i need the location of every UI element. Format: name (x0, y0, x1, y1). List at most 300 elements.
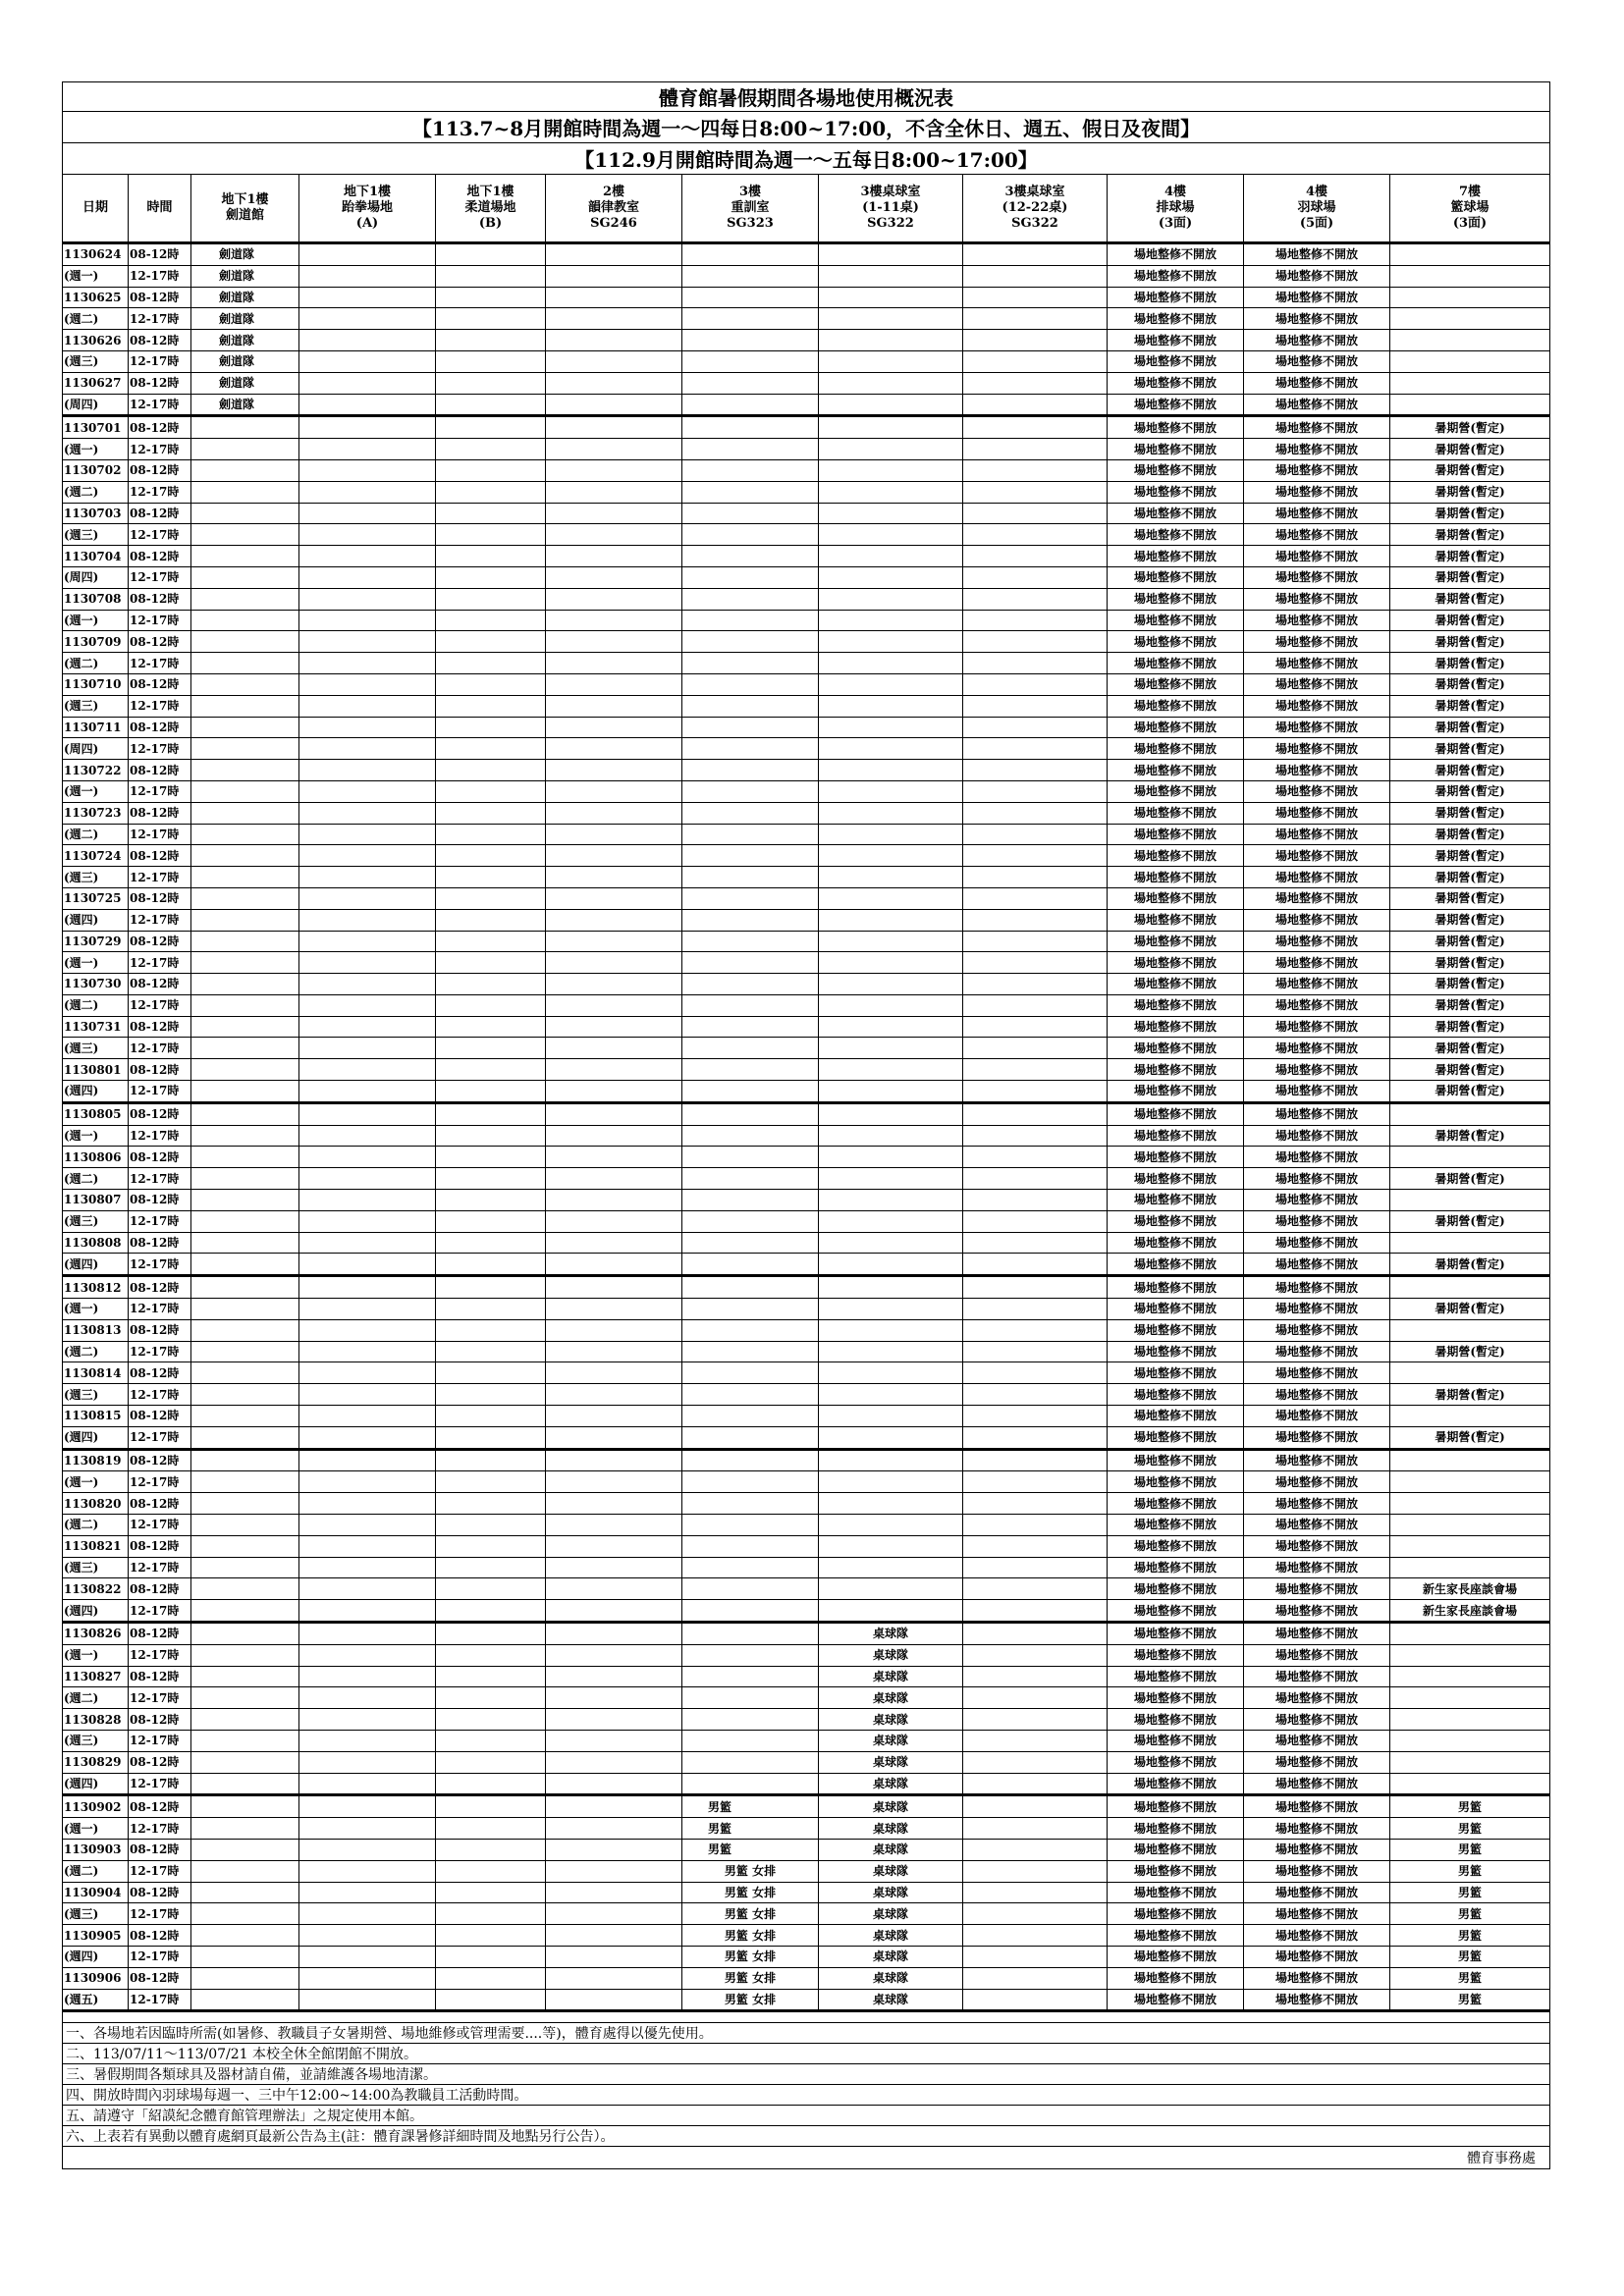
schedule-cell: (週三) (63, 1557, 129, 1578)
schedule-cell (191, 780, 299, 802)
schedule-cell (546, 1449, 682, 1471)
schedule-cell (299, 1426, 436, 1449)
schedule-cell (682, 1168, 819, 1190)
schedule-cell: 場地整修不開放 (1244, 1751, 1390, 1773)
schedule-cell: 場地整修不開放 (1108, 1406, 1244, 1427)
schedule-cell (191, 1081, 299, 1103)
schedule-cell: 12-17時 (129, 1125, 191, 1147)
schedule-cell: 暑期營(暫定) (1390, 1081, 1550, 1103)
schedule-cell: 場地整修不開放 (1244, 1276, 1390, 1299)
schedule-cell: 08-12時 (129, 1839, 191, 1860)
schedule-cell (819, 1471, 963, 1493)
table-row (63, 1666, 1550, 1687)
column-header-line: 7樓 (1459, 185, 1482, 199)
schedule-cell: 12-17時 (129, 265, 191, 287)
schedule-cell (299, 1038, 436, 1059)
schedule-cell: 暑期營(暫定) (1390, 695, 1550, 717)
schedule-cell: 場地整修不開放 (1108, 1232, 1244, 1254)
schedule-cell (191, 867, 299, 888)
schedule-cell (546, 824, 682, 845)
schedule-cell (299, 1903, 436, 1925)
schedule-cell (963, 1125, 1108, 1147)
schedule-cell: 場地整修不開放 (1244, 1190, 1390, 1211)
schedule-cell: 場地整修不開放 (1108, 1147, 1244, 1168)
schedule-cell (546, 1276, 682, 1299)
schedule-cell: 場地整修不開放 (1108, 1449, 1244, 1471)
schedule-cell (191, 738, 299, 760)
schedule-cell (819, 394, 963, 416)
schedule-cell (436, 1515, 546, 1536)
schedule-cell: 男籃 (1390, 1925, 1550, 1947)
schedule-cell (436, 1059, 546, 1081)
schedule-cell (436, 974, 546, 995)
schedule-cell: 男籃 (1390, 1967, 1550, 1989)
schedule-cell (546, 1515, 682, 1536)
schedule-cell (436, 1535, 546, 1557)
schedule-cell: (週二) (63, 824, 129, 845)
schedule-cell (546, 1557, 682, 1578)
schedule-cell: 1130812 (63, 1276, 129, 1299)
schedule-cell: 場地整修不開放 (1244, 459, 1390, 481)
schedule-cell (682, 1299, 819, 1320)
schedule-cell: 男籃 女排 (682, 1882, 819, 1903)
schedule-cell (682, 1471, 819, 1493)
schedule-cell (963, 653, 1108, 674)
schedule-cell: 1130722 (63, 760, 129, 781)
schedule-cell: 場地整修不開放 (1244, 1147, 1390, 1168)
schedule-cell: 場地整修不開放 (1244, 1449, 1390, 1471)
schedule-cell (546, 1232, 682, 1254)
column-header-line: SG322 (1011, 216, 1058, 231)
schedule-cell (191, 1493, 299, 1515)
table-row (63, 1600, 1550, 1623)
schedule-cell (299, 308, 436, 330)
schedule-cell (546, 887, 682, 909)
schedule-cell (682, 1147, 819, 1168)
schedule-cell (682, 524, 819, 546)
schedule-cell (819, 1384, 963, 1406)
schedule-cell: 08-12時 (129, 760, 191, 781)
schedule-cell: 場地整修不開放 (1244, 524, 1390, 546)
schedule-cell: 08-12時 (129, 887, 191, 909)
schedule-cell (546, 1038, 682, 1059)
schedule-cell (436, 909, 546, 931)
schedule-cell (682, 1730, 819, 1751)
table-row (63, 1860, 1550, 1882)
column-header-line: (12-22桌) (1001, 200, 1068, 215)
schedule-cell (682, 1362, 819, 1384)
schedule-cell (546, 1319, 682, 1341)
schedule-cell: 08-12時 (129, 1190, 191, 1211)
schedule-cell (436, 631, 546, 653)
schedule-cell: 場地整修不開放 (1108, 1903, 1244, 1925)
schedule-cell: 1130904 (63, 1882, 129, 1903)
schedule-cell: 場地整修不開放 (1244, 1016, 1390, 1038)
column-header (1108, 175, 1244, 243)
schedule-cell (436, 1818, 546, 1840)
schedule-cell (963, 1557, 1108, 1578)
table-row (63, 653, 1550, 674)
schedule-cell (819, 1168, 963, 1190)
column-header (682, 175, 819, 243)
schedule-cell (546, 1059, 682, 1081)
table-row (63, 1147, 1550, 1168)
schedule-cell (191, 1299, 299, 1320)
schedule-cell (436, 439, 546, 460)
schedule-cell (436, 1967, 546, 1989)
column-header-line: 時間 (146, 200, 173, 215)
schedule-cell (436, 780, 546, 802)
schedule-cell (299, 1319, 436, 1341)
schedule-cell: 12-17時 (129, 1644, 191, 1666)
table-row (63, 439, 1550, 460)
schedule-cell (963, 1147, 1108, 1168)
schedule-cell: 1130822 (63, 1578, 129, 1600)
column-header-line: 3樓 (738, 185, 762, 199)
schedule-cell: 08-12時 (129, 1666, 191, 1687)
schedule-cell (546, 1795, 682, 1818)
schedule-cell: 場地整修不開放 (1108, 1946, 1244, 1967)
schedule-cell (299, 1384, 436, 1406)
column-header (129, 175, 191, 243)
schedule-cell (963, 1709, 1108, 1731)
schedule-cell (682, 1406, 819, 1427)
schedule-cell: 場地整修不開放 (1108, 1081, 1244, 1103)
schedule-cell: 場地整修不開放 (1108, 481, 1244, 503)
schedule-cell: 場地整修不開放 (1108, 1059, 1244, 1081)
schedule-cell: 暑期營(暫定) (1390, 1384, 1550, 1406)
schedule-cell: 場地整修不開放 (1244, 1623, 1390, 1645)
table-row (63, 588, 1550, 610)
table-row (63, 1709, 1550, 1731)
schedule-cell (299, 1168, 436, 1190)
schedule-cell (191, 717, 299, 738)
schedule-cell (191, 1147, 299, 1168)
schedule-cell (682, 287, 819, 308)
schedule-cell (819, 824, 963, 845)
schedule-cell (191, 1730, 299, 1751)
schedule-cell (963, 631, 1108, 653)
schedule-cell: 場地整修不開放 (1244, 867, 1390, 888)
schedule-cell (682, 673, 819, 695)
schedule-cell (436, 1125, 546, 1147)
schedule-cell: 場地整修不開放 (1244, 1882, 1390, 1903)
schedule-cell: 場地整修不開放 (1108, 588, 1244, 610)
schedule-cell (191, 1795, 299, 1818)
schedule-cell (819, 1535, 963, 1557)
schedule-cell: 男籃 女排 (682, 1946, 819, 1967)
schedule-cell (963, 974, 1108, 995)
schedule-cell: 場地整修不開放 (1108, 1773, 1244, 1795)
schedule-cell (299, 481, 436, 503)
schedule-cell: 場地整修不開放 (1108, 1666, 1244, 1687)
schedule-cell (436, 1751, 546, 1773)
schedule-cell: (週三) (63, 1903, 129, 1925)
schedule-cell: (週二) (63, 1515, 129, 1536)
schedule-cell: 場地整修不開放 (1108, 439, 1244, 460)
schedule-cell (299, 1232, 436, 1254)
schedule-cell: 08-12時 (129, 802, 191, 824)
table-row (63, 1102, 1550, 1125)
schedule-cell: 1130730 (63, 974, 129, 995)
schedule-cell (1390, 1406, 1550, 1427)
schedule-cell (819, 1406, 963, 1427)
schedule-cell: 暑期營(暫定) (1390, 631, 1550, 653)
table-row (63, 372, 1550, 394)
column-header-line: (A) (355, 216, 379, 231)
schedule-cell: 場地整修不開放 (1108, 1426, 1244, 1449)
schedule-cell (819, 1426, 963, 1449)
schedule-cell (299, 1125, 436, 1147)
table-row (63, 631, 1550, 653)
schedule-cell (436, 738, 546, 760)
schedule-cell: 場地整修不開放 (1244, 265, 1390, 287)
schedule-cell (436, 588, 546, 610)
schedule-cell: 12-17時 (129, 909, 191, 931)
schedule-cell (436, 673, 546, 695)
schedule-cell (436, 760, 546, 781)
schedule-cell (191, 887, 299, 909)
schedule-cell (682, 1773, 819, 1795)
notes (63, 2011, 1550, 2147)
schedule-cell: 暑期營(暫定) (1390, 416, 1550, 439)
table-row (63, 994, 1550, 1016)
schedule-cell (299, 1860, 436, 1882)
schedule-cell (299, 1059, 436, 1081)
schedule-cell (436, 1860, 546, 1882)
table-row (63, 1795, 1550, 1818)
schedule-cell (682, 350, 819, 372)
schedule-cell: 1130805 (63, 1102, 129, 1125)
schedule-cell (191, 952, 299, 974)
schedule-cell: 暑期營(暫定) (1390, 1125, 1550, 1147)
schedule-cell (963, 1860, 1108, 1882)
schedule-cell (436, 1666, 546, 1687)
schedule-cell (436, 1426, 546, 1449)
schedule-cell: 場地整修不開放 (1108, 1687, 1244, 1709)
schedule-cell (963, 1426, 1108, 1449)
schedule-cell (436, 1839, 546, 1860)
schedule-cell (436, 1903, 546, 1925)
schedule-cell (546, 631, 682, 653)
schedule-cell: 男籃 (1390, 1818, 1550, 1840)
schedule-cell (436, 1687, 546, 1709)
schedule-cell (682, 994, 819, 1016)
schedule-cell: 男籃 女排 (682, 1860, 819, 1882)
table-row (63, 1341, 1550, 1362)
schedule-cell (436, 1882, 546, 1903)
schedule-cell: 1130902 (63, 1795, 129, 1818)
schedule-cell (546, 1406, 682, 1427)
schedule-cell: 08-12時 (129, 931, 191, 952)
schedule-cell: 場地整修不開放 (1108, 566, 1244, 588)
schedule-cell (1390, 1687, 1550, 1709)
schedule-cell (1390, 287, 1550, 308)
schedule-cell (682, 1751, 819, 1773)
schedule-cell (299, 1210, 436, 1232)
schedule-cell (546, 1623, 682, 1645)
schedule-cell: 劍道隊 (191, 287, 299, 308)
schedule-cell: 男籃 (1390, 1860, 1550, 1882)
schedule-cell (436, 459, 546, 481)
schedule-cell (546, 1946, 682, 1967)
schedule-cell: 場地整修不開放 (1108, 243, 1244, 266)
schedule-cell (963, 330, 1108, 351)
schedule-cell: 1130731 (63, 1016, 129, 1038)
schedule-cell: 08-12時 (129, 1016, 191, 1038)
schedule-cell (191, 1687, 299, 1709)
schedule-cell: 1130704 (63, 546, 129, 567)
schedule-cell: 場地整修不開放 (1108, 1016, 1244, 1038)
schedule-cell: 場地整修不開放 (1244, 1989, 1390, 2011)
schedule-cell (819, 717, 963, 738)
schedule-cell (546, 1989, 682, 2011)
schedule-cell (436, 695, 546, 717)
schedule-cell: 場地整修不開放 (1244, 1860, 1390, 1882)
schedule-cell: 場地整修不開放 (1244, 1578, 1390, 1600)
table-row (63, 1059, 1550, 1081)
schedule-cell (682, 653, 819, 674)
schedule-cell (299, 1493, 436, 1515)
schedule-cell (819, 1493, 963, 1515)
schedule-cell: 場地整修不開放 (1244, 1730, 1390, 1751)
schedule-cell: (週一) (63, 952, 129, 974)
schedule-cell (546, 1666, 682, 1687)
schedule-cell (191, 845, 299, 867)
schedule-cell: 場地整修不開放 (1108, 1600, 1244, 1623)
schedule-cell: 場地整修不開放 (1244, 1515, 1390, 1536)
schedule-cell: 12-17時 (129, 610, 191, 631)
schedule-cell (436, 1406, 546, 1427)
schedule-cell (682, 1535, 819, 1557)
schedule-cell: 08-12時 (129, 503, 191, 524)
schedule-cell (436, 1730, 546, 1751)
schedule-cell (682, 1125, 819, 1147)
schedule-cell (546, 503, 682, 524)
schedule-cell (963, 1925, 1108, 1947)
schedule-cell: 桌球隊 (819, 1882, 963, 1903)
schedule-cell (963, 416, 1108, 439)
schedule-cell (299, 695, 436, 717)
schedule-cell: 場地整修不開放 (1108, 824, 1244, 845)
schedule-cell: 場地整修不開放 (1108, 1210, 1244, 1232)
schedule-cell: 桌球隊 (819, 1946, 963, 1967)
schedule-cell (546, 588, 682, 610)
table-row (63, 1449, 1550, 1471)
schedule-cell (546, 1967, 682, 1989)
schedule-cell: 場地整修不開放 (1108, 372, 1244, 394)
schedule-cell (546, 653, 682, 674)
schedule-cell (963, 524, 1108, 546)
table-row (63, 265, 1550, 287)
note-line: 六、上表若有異動以體育處網頁最新公告為主(註：體育課暑修詳細時間及地點另行公告）。 (63, 2126, 1550, 2147)
schedule-cell: 場地整修不開放 (1244, 330, 1390, 351)
schedule-cell (299, 524, 436, 546)
schedule-cell: 場地整修不開放 (1244, 566, 1390, 588)
schedule-cell (191, 1623, 299, 1645)
schedule-cell (191, 1016, 299, 1038)
schedule-cell: 場地整修不開放 (1244, 1102, 1390, 1125)
schedule-cell: 08-12時 (129, 1406, 191, 1427)
note-line: 三、暑假期間各類球具及器材請自備，並請維護各場地清潔。 (63, 2064, 1550, 2085)
schedule-cell: 08-12時 (129, 588, 191, 610)
schedule-cell (546, 1818, 682, 1840)
schedule-cell: (週二) (63, 653, 129, 674)
schedule-cell (436, 546, 546, 567)
schedule-cell (682, 439, 819, 460)
schedule-cell: 1130807 (63, 1190, 129, 1211)
column-header (963, 175, 1108, 243)
schedule-cell (191, 695, 299, 717)
schedule-cell: (週二) (63, 308, 129, 330)
schedule-cell: 場地整修不開放 (1244, 1210, 1390, 1232)
schedule-cell (963, 1210, 1108, 1232)
schedule-cell (963, 1471, 1108, 1493)
table-row (63, 610, 1550, 631)
schedule-cell: 暑期營(暫定) (1390, 909, 1550, 931)
schedule-cell (682, 1623, 819, 1645)
schedule-cell (819, 1125, 963, 1147)
table-row (63, 1967, 1550, 1989)
schedule-cell (546, 1190, 682, 1211)
table-row (63, 780, 1550, 802)
schedule-cell (191, 909, 299, 931)
schedule-cell (546, 738, 682, 760)
schedule-cell (682, 1493, 819, 1515)
schedule-cell: 場地整修不開放 (1244, 546, 1390, 567)
schedule-cell: 1130711 (63, 717, 129, 738)
schedule-cell (682, 867, 819, 888)
schedule-cell: 08-12時 (129, 1882, 191, 1903)
schedule-cell: 12-17時 (129, 1426, 191, 1449)
schedule-cell (1390, 1730, 1550, 1751)
schedule-cell (436, 1773, 546, 1795)
schedule-cell: 12-17時 (129, 439, 191, 460)
schedule-cell (963, 845, 1108, 867)
schedule-cell: 暑期營(暫定) (1390, 610, 1550, 631)
schedule-cell (299, 845, 436, 867)
schedule-cell: 場地整修不開放 (1244, 1818, 1390, 1840)
schedule-cell (546, 1102, 682, 1125)
schedule-cell (682, 1687, 819, 1709)
schedule-cell (546, 459, 682, 481)
schedule-cell (299, 1016, 436, 1038)
schedule-cell: (週四) (63, 1600, 129, 1623)
schedule-cell: 12-17時 (129, 1299, 191, 1320)
column-header-line: SG246 (590, 216, 637, 231)
schedule-cell: 場地整修不開放 (1108, 780, 1244, 802)
schedule-cell (682, 1557, 819, 1578)
schedule-cell: 08-12時 (129, 673, 191, 695)
schedule-cell (299, 824, 436, 845)
schedule-cell: 08-12時 (129, 416, 191, 439)
schedule-cell: 場地整修不開放 (1244, 631, 1390, 653)
schedule-cell: 場地整修不開放 (1108, 546, 1244, 567)
table-row (63, 931, 1550, 952)
schedule-cell (191, 1210, 299, 1232)
schedule-cell: 場地整修不開放 (1244, 1384, 1390, 1406)
schedule-cell (682, 1016, 819, 1038)
schedule-cell (436, 717, 546, 738)
schedule-cell (963, 1016, 1108, 1038)
schedule-cell: 08-12時 (129, 1709, 191, 1731)
schedule-cell: 1130827 (63, 1666, 129, 1687)
schedule-cell (963, 760, 1108, 781)
table-row (63, 1903, 1550, 1925)
schedule-cell (963, 459, 1108, 481)
table-row (63, 1125, 1550, 1147)
schedule-cell: 暑期營(暫定) (1390, 1210, 1550, 1232)
